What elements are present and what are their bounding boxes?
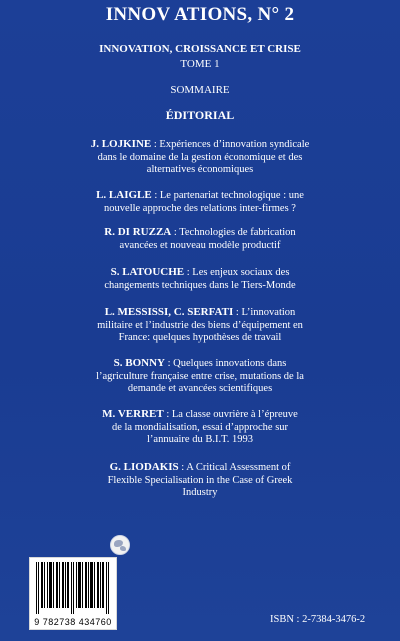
toc-entry [70, 266, 330, 292]
isbn-label: ISBN : 2-7384-3476-2 [270, 614, 366, 625]
entry-title-line: demande et avancées scientifiques [127, 383, 273, 394]
barcode-number: 9 782738 434760 [34, 617, 112, 627]
toc-entry [70, 408, 330, 447]
entry-title-line: Flexible Specialisation in the Case of Greek [107, 474, 293, 486]
entry-title-line: : L’innovation [233, 307, 296, 318]
entry-title-line: avancées et nouveau modèle productif [119, 239, 281, 251]
entry-title-line: de la mondialisation, essai d’approche sur [111, 421, 289, 433]
globe-icon [110, 535, 130, 555]
volume-subtitle: INNOVATION, CROISSANCE ET CRISE [99, 43, 301, 55]
entry-title-line: l’agriculture française entre crise, mutations de la [96, 370, 304, 382]
toc-entry [70, 306, 330, 345]
entry-title-line: militaire et l’industrie des biens d’équipement en [97, 319, 303, 331]
entry-author: R. DI RUZZA [104, 226, 172, 238]
entry-author: S. BONNY [113, 357, 165, 369]
entry-title-line: : Le partenariat technologique : une [151, 190, 304, 201]
barcode-icon [36, 562, 110, 614]
entry-title-line: : Les enjeux sociaux des [184, 267, 290, 278]
entry-author: L. LAIGLE [96, 189, 152, 201]
sommaire-heading: SOMMAIRE [170, 84, 230, 96]
entry-title-line: dans le domaine de la gestion économique et des [97, 151, 303, 163]
editorial-heading: ÉDITORIAL [165, 108, 235, 122]
toc-entry [70, 226, 330, 252]
toc-entry [70, 189, 330, 215]
entry-title-line: changements techniques dans le Tiers-Monde [104, 279, 296, 291]
entry-title-line: : Quelques innovations dans [165, 358, 287, 369]
entry-title-line: nouvelle approche des relations inter-firmes ? [104, 202, 296, 214]
page-title: INNOV ATIONS, N° 2 [105, 4, 295, 25]
entry-author: G. LIODAKIS [109, 461, 179, 473]
toc-entry [70, 461, 330, 500]
entry-title-line: : A Critical Assessment of [178, 462, 291, 473]
entry-author: M. VERRET [102, 408, 164, 420]
toc-entry [70, 357, 330, 396]
entry-title-line: Industry [182, 487, 218, 498]
entry-title-line: France: quelques hypothèses de travail [118, 332, 282, 343]
entry-title-line: alternatives économiques [146, 164, 254, 175]
tome-label: TOME 1 [180, 58, 220, 70]
entry-author: S. LATOUCHE [110, 266, 185, 278]
entry-author: L. MESSISSI, C. SERFATI [104, 306, 234, 318]
entry-title-line: : Technologies de fabrication [171, 227, 296, 238]
toc-entry [70, 138, 330, 177]
barcode [29, 557, 117, 630]
entry-title-line: : La classe ouvrière à l’épreuve [163, 409, 298, 420]
entry-title-line: l’annuaire du B.I.T. 1993 [147, 434, 253, 445]
entry-title-line: : Expériences d’innovation syndicale [151, 139, 310, 150]
entry-author: J. LOJKINE [90, 138, 152, 150]
